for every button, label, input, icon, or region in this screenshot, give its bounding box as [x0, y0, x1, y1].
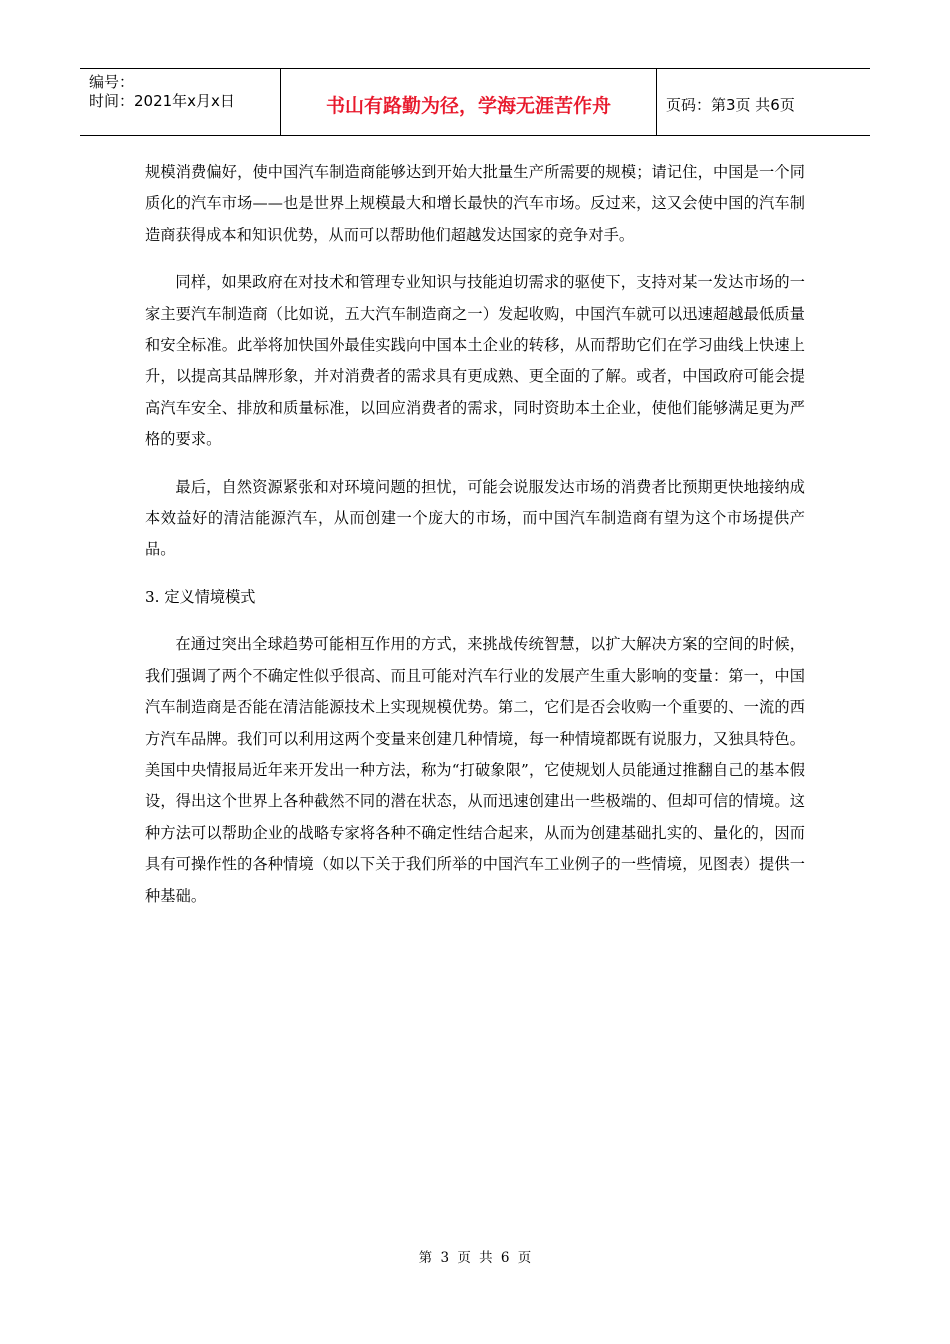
paragraph-3: 最后，自然资源紧张和对环境问题的担忧，可能会说服发达市场的消费者比预期更快地接纳成本效益好的清洁能源汽车，从而创建一个庞大的市场，而中国汽车制造商有望为这个市场提供产品。: [145, 477, 805, 559]
header-meta: [80, 69, 281, 135]
header-motto: [281, 69, 657, 135]
time-label: 时间：2021年x月x日: [89, 92, 235, 110]
page-footer: 第 3 页 共 6 页: [418, 1250, 532, 1266]
code-label: 编号：: [89, 73, 135, 91]
document-body: [145, 157, 805, 928]
page-header: [80, 68, 870, 136]
page-info-text: 页码：第3页 共6页: [666, 95, 795, 114]
paragraph-2: 同样，如果政府在对技术和管理专业知识与技能迫切需求的驱使下，支持对某一发达市场的一家主要汽车制造商（比如说，五大汽车制造商之一）发起收购，中国汽车就可以迅速超越最低质量和安全标准。此举将加快国外最佳实践向中国本土企业的转移，从而帮助它们在学习曲线上快速上升，以提高其品牌形象，并对消费者的需求具有更成熟、更全面的了解。或者，中国政府可能会提高汽车安全、排放和质量标准，以回应消费者的需求，同时资助本土企业，使他们能够满足更为严格的要求。: [145, 273, 805, 449]
header-page-info: [657, 69, 870, 135]
section-heading: 3. 定义情境模式: [145, 587, 256, 606]
motto-text: 书山有路勤为径，学海无涯苦作舟: [325, 94, 611, 117]
paragraph-4: 在通过突出全球趋势可能相互作用的方式，来挑战传统智慧，以扩大解决方案的空间的时候，我们强调了两个不确定性似乎很高、而且可能对汽车行业的发展产生重大影响的变量：第一，中国汽车制造商是否能在清洁能源技术上实现规模优势。第二，它们是否会收购一个重要的、一流的西方汽车品牌。我们可以利用这两个变量来创建几种情境，每一种情境都既有说服力，又独具特色。美国中央情报局近年来开发出一种方法，称为“打破象限”，它使规划人员能通过推翻自己的基本假设，得出这个世界上各种截然不同的潜在状态，从而迅速创建出一些极端的、但却可信的情境。这种方法可以帮助企业的战略专家将各种不确定性结合起来，从而为创建基础扎实的、量化的，因而具有可操作性的各种情境（如以下关于我们所举的中国汽车工业例子的一些情境，见图表）提供一种基础。: [145, 635, 805, 905]
paragraph-1: 规模消费偏好，使中国汽车制造商能够达到开始大批量生产所需要的规模；请记住，中国是一个同质化的汽车市场——也是世界上规模最大和增长最快的汽车市场。反过来，这又会使中国的汽车制造商获得成本和知识优势，从而可以帮助他们超越发达国家的竞争对手。: [145, 163, 805, 244]
